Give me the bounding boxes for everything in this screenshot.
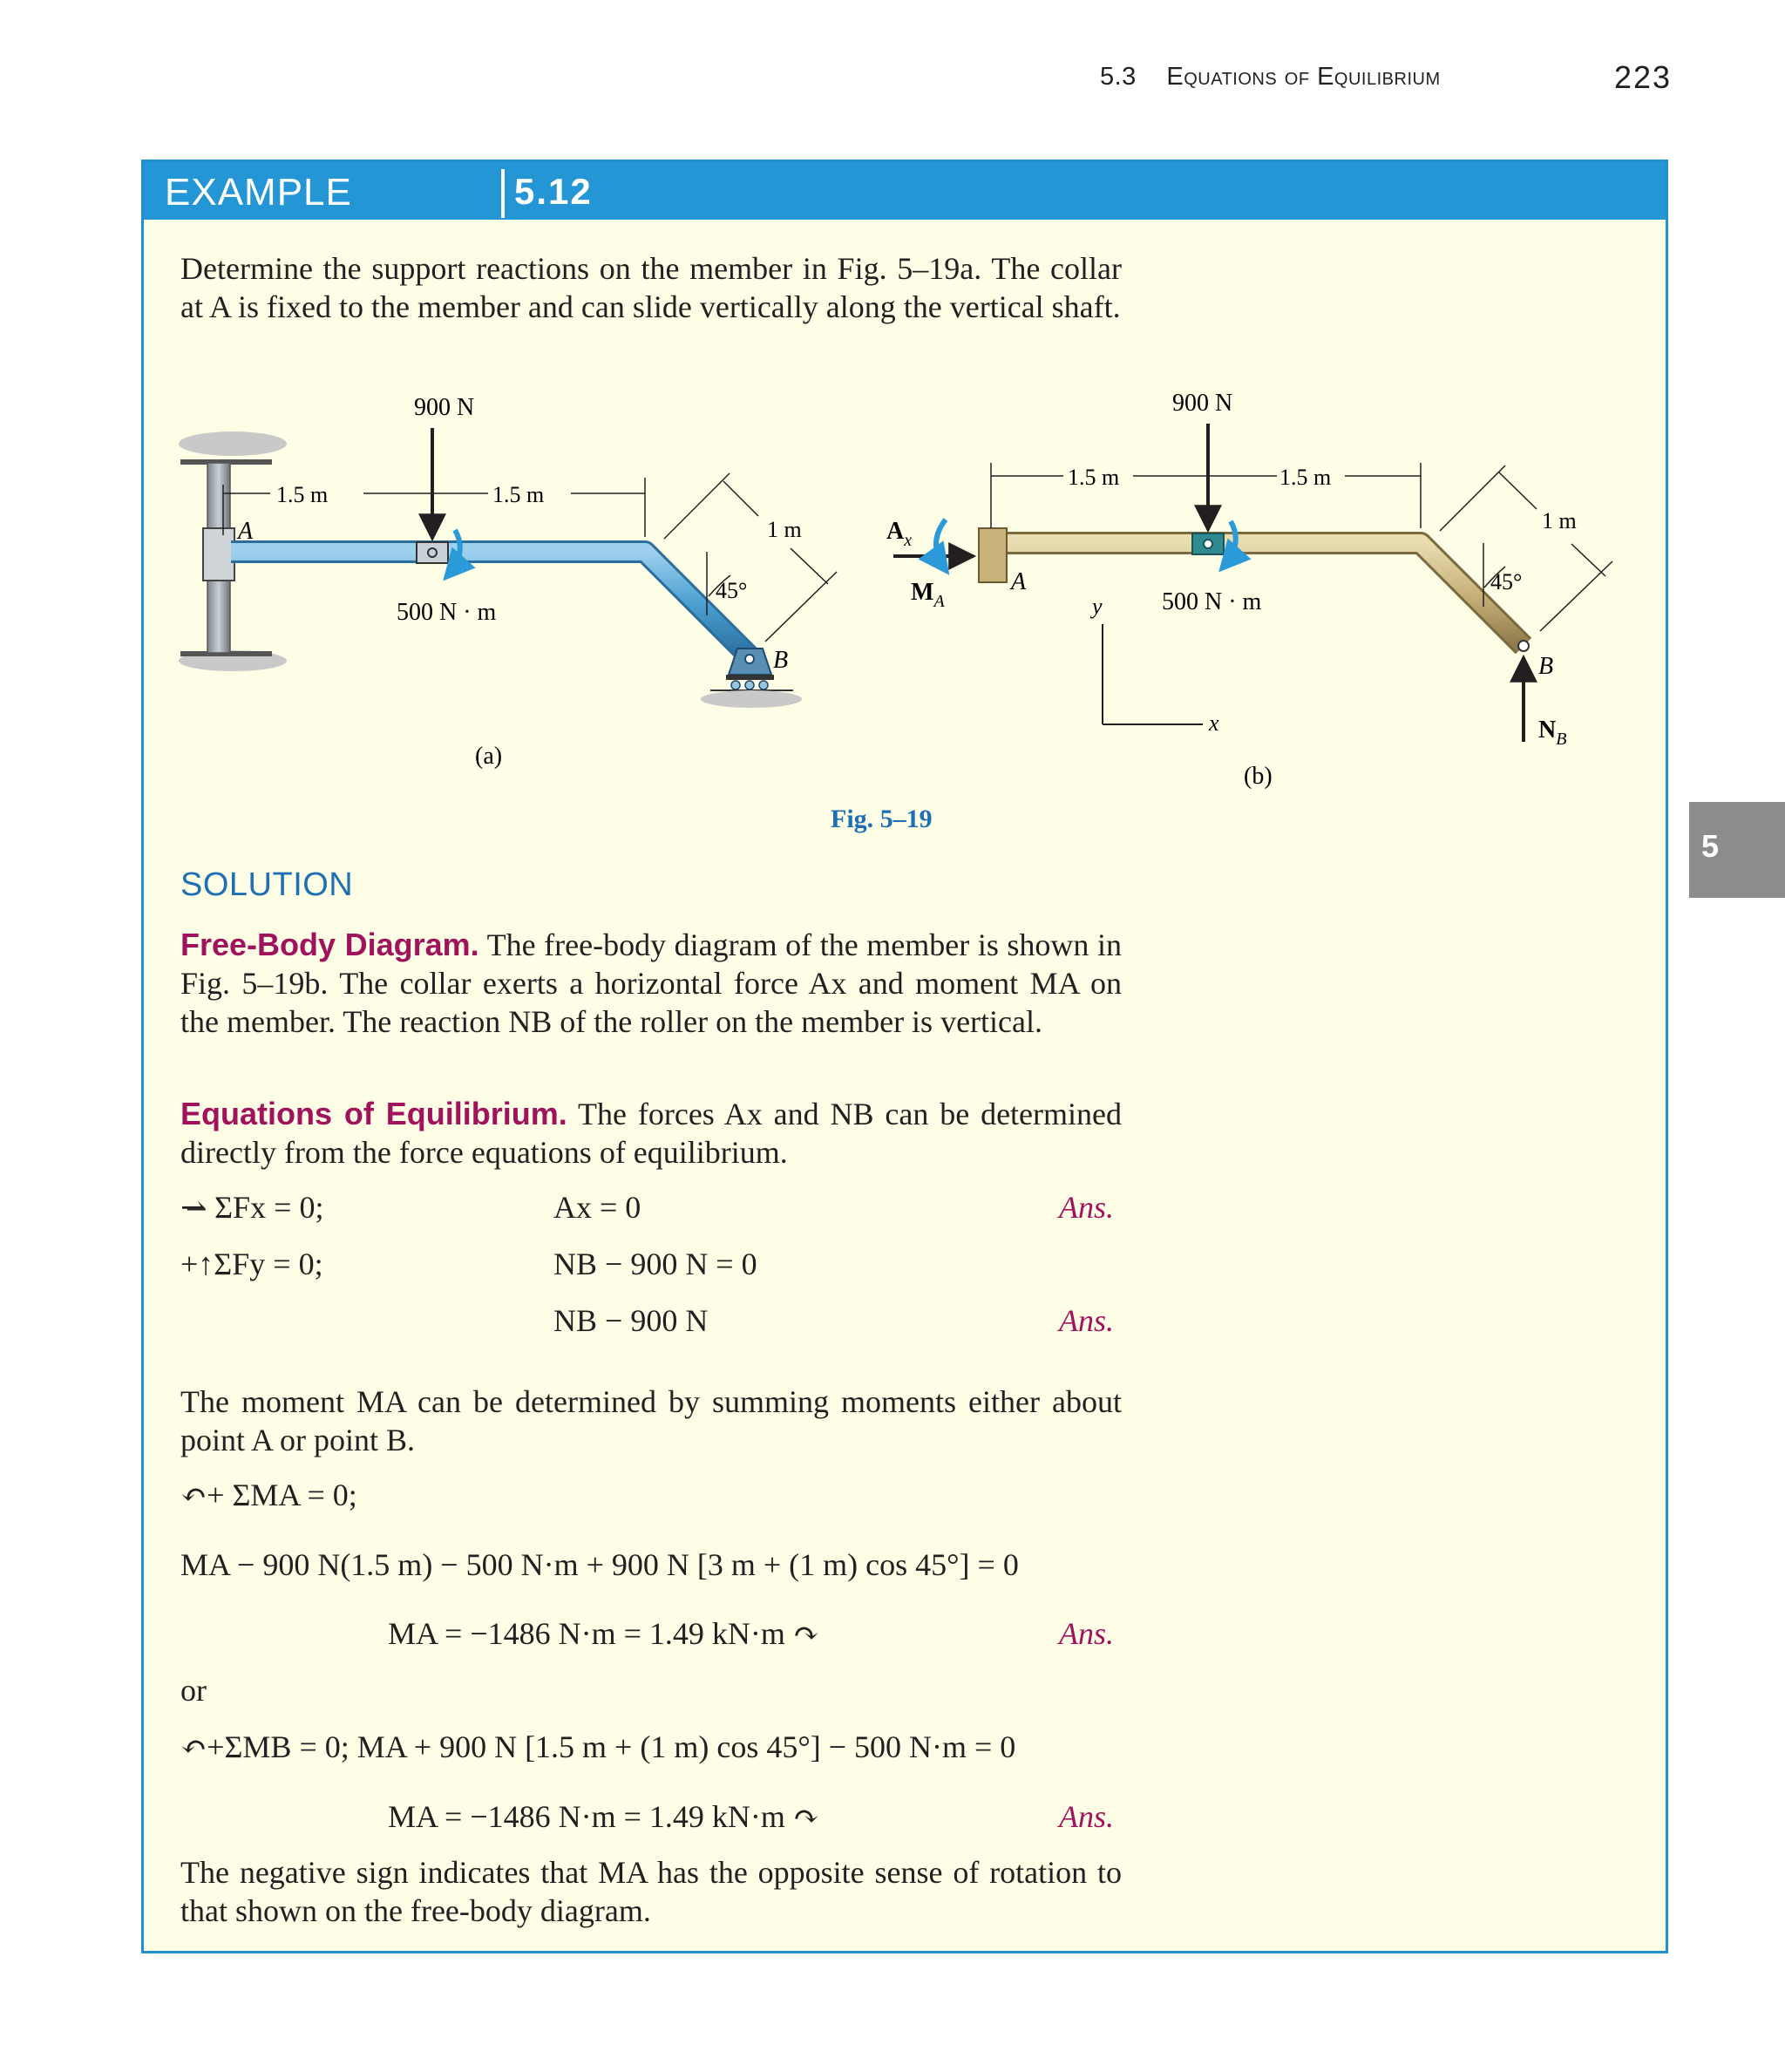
eq3-right: NB − 900 N	[553, 1303, 709, 1338]
collar-b	[979, 528, 1007, 582]
dim-incline-2	[791, 548, 828, 584]
point-b-label-b: B	[1538, 653, 1554, 680]
roller-wheel	[745, 681, 754, 690]
nb-label: $N_B$	[1538, 717, 1567, 749]
point-a-label-b: A	[1011, 568, 1027, 595]
right-plus-arrow-icon: ⇀̶	[180, 1190, 207, 1225]
section-title: Equations of Equilibrium	[1166, 63, 1441, 91]
ans-label: Ans.	[1059, 1616, 1114, 1651]
dim-label-b-incline: 1 m	[1542, 508, 1577, 533]
dim-incline-ext1	[664, 473, 730, 539]
roller-ground	[701, 690, 802, 708]
moment-paragraph: The moment MA can be determined by summing moments either about point A or point B.	[180, 1384, 1122, 1457]
chapter-tab	[1689, 802, 1785, 898]
eq2-right: NB − 900 N = 0	[553, 1247, 757, 1281]
ground-top	[179, 431, 287, 456]
example-number: 5.12	[514, 171, 593, 212]
ma-label: $M_A$	[911, 579, 945, 611]
figure-b	[886, 390, 1612, 790]
dim-incline-1-b	[1499, 472, 1537, 509]
eq4: ↶+ ΣMA = 0;	[180, 1478, 357, 1512]
eq8: MA = −1486 N·m = 1.49 kN·m ↷	[388, 1799, 820, 1834]
eq-text: The forces Ax and NB can be determined directly from the force equations of equilibrium.	[180, 1097, 1122, 1170]
roller-wheel	[731, 681, 740, 690]
fbd-text: The free-body diagram of the member is shown in Fig. 5–19b. The collar exerts a horizontal force Ax and moment MA on the member. The reaction NB of the roller on the member is vertical.	[180, 927, 1123, 1039]
problem-statement: Determine the support reactions on the member in Fig. 5–19a. The collar at A is fixed to the member and can slide vertically along the vertical shaft.	[180, 251, 1122, 324]
dim-label-a-left: 1.5 m	[276, 482, 329, 507]
dim-label-b-left: 1.5 m	[1068, 465, 1120, 490]
sub-label-a: (a)	[475, 743, 503, 770]
solution-heading: SOLUTION	[180, 866, 354, 903]
dim-label-a-right: 1.5 m	[492, 482, 545, 507]
moment-label-a: 500 N · m	[397, 599, 497, 626]
page-number: 223	[1614, 59, 1673, 95]
roller-pin	[745, 655, 754, 663]
axis-y-label: y	[1092, 594, 1103, 619]
example-label: EXAMPLE	[165, 171, 352, 214]
load-block	[417, 542, 448, 563]
eq1-right: Ax = 0	[553, 1190, 641, 1225]
point-b-label-a: B	[773, 647, 789, 674]
force-label-a: 900 N	[414, 394, 475, 421]
point-a-label-a: A	[238, 518, 254, 545]
roller-plate	[726, 675, 774, 680]
axis-x-label: x	[1209, 710, 1219, 736]
ans-label: Ans.	[1059, 1799, 1114, 1834]
eq-runin: Equations of Equilibrium.	[180, 1096, 567, 1131]
dim-incline-ext1-b	[1440, 465, 1505, 531]
eq7: ↶+ΣMB = 0; MA + 900 N [1.5 m + (1 m) cos 45°] − 500 N·m = 0	[180, 1729, 1016, 1764]
example-box	[141, 160, 1668, 1953]
dim-label-a-incline: 1 m	[767, 517, 802, 542]
angle-label-a: 45°	[716, 578, 748, 603]
eq2-left: +↑ΣFy = 0;	[180, 1247, 323, 1281]
ans-label: Ans.	[1059, 1190, 1114, 1225]
chapter-tab-number: 5	[1701, 828, 1720, 864]
eq-paragraph	[180, 1095, 1122, 1172]
ans-label: Ans.	[1059, 1303, 1114, 1338]
conclusion-paragraph: The negative sign indicates that MA has the opposite sense of rotation to that shown on the free-body diagram.	[180, 1855, 1122, 1928]
force-label-b: 900 N	[1172, 390, 1233, 417]
eq1-left: ⇀̶ ΣFx = 0;	[180, 1190, 324, 1225]
dim-incline-2-b	[1571, 544, 1605, 576]
moment-label-b: 500 N · m	[1162, 588, 1262, 615]
figure-a	[179, 394, 837, 770]
dim-incline-1	[723, 481, 758, 516]
pin-b	[1518, 641, 1529, 651]
eq5: MA − 900 N(1.5 m) − 500 N·m + 900 N [3 m + (1 m) cos 45°] = 0	[180, 1547, 1019, 1582]
load-pin-b	[1204, 540, 1212, 548]
running-head	[1100, 63, 1441, 92]
figure-caption: Fig. 5–19	[831, 805, 933, 833]
angle-label-b: 45°	[1490, 569, 1523, 594]
fbd-runin: Free-Body Diagram.	[180, 927, 479, 962]
sub-label-b: (b)	[1244, 763, 1273, 790]
figure-5-19	[144, 162, 1666, 859]
fbd-paragraph	[180, 926, 1122, 1041]
section-number: 5.3	[1100, 63, 1137, 91]
roller-wheel	[759, 681, 768, 690]
collar	[203, 528, 234, 581]
ax-label: $A_x$	[886, 518, 913, 550]
dim-label-b-right: 1.5 m	[1279, 465, 1332, 490]
or-text: or	[180, 1673, 207, 1708]
eq6: MA = −1486 N·m = 1.49 kN·m ↷	[388, 1616, 820, 1651]
moment-arrow-ma	[936, 520, 946, 570]
